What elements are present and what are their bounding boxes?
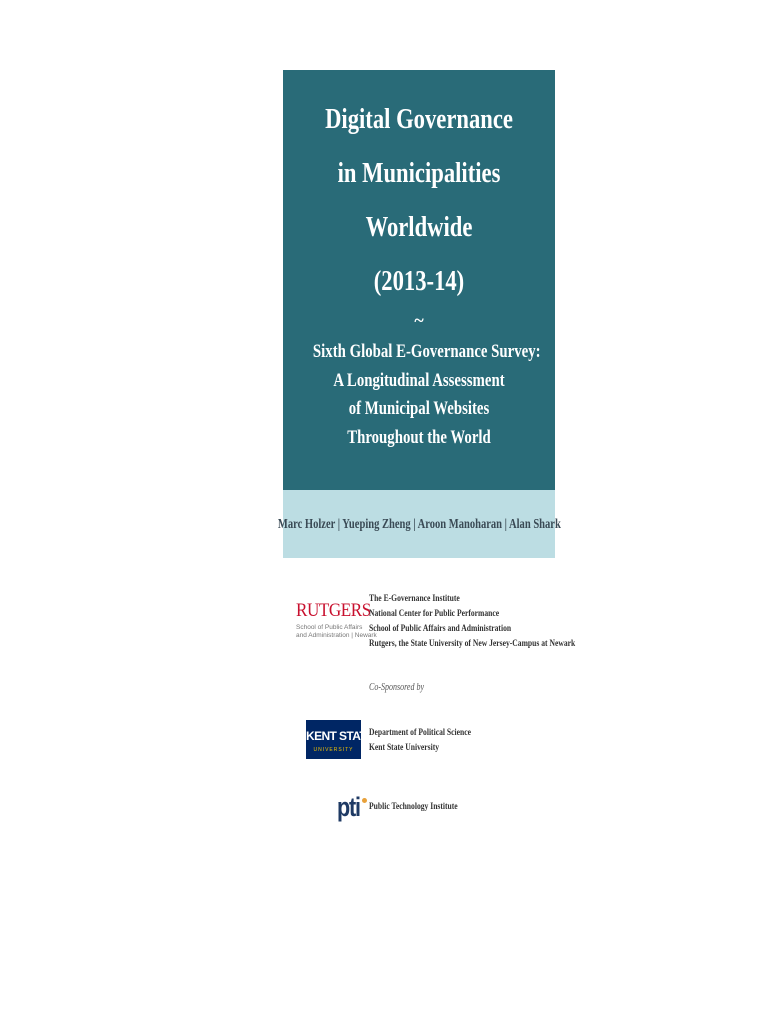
sponsor-line: National Center for Public Performance (369, 609, 500, 619)
kent-state-wordmark: KENT STATE (306, 729, 374, 743)
cosponsored-label: Co-Sponsored by (369, 682, 425, 693)
pti-dot-icon (362, 798, 367, 803)
authors-band (277, 490, 561, 558)
report-subtitle (312, 338, 541, 452)
subtitle-line: Sixth Global E-Governance Survey: (312, 341, 541, 362)
cover-title-panel (283, 70, 555, 490)
sponsor-line: Department of Political Science (369, 728, 471, 738)
title-separator: ~ (414, 310, 424, 330)
rutgers-wordmark: RUTGERS (296, 600, 371, 621)
title-line: (2013-14) (373, 265, 465, 297)
title-line: in Municipalities (337, 157, 501, 189)
pti-sponsor-text (369, 800, 458, 815)
subtitle-line: of Municipal Websites (348, 398, 490, 419)
subtitle-line: A Longitudinal Assessment (333, 369, 505, 391)
report-cover (277, 70, 561, 558)
rutgers-logo (296, 600, 377, 648)
sponsor-line: School of Public Affairs and Administration (369, 624, 512, 634)
kent-state-logo (306, 720, 374, 759)
sponsor-line: Public Technology Institute (369, 802, 458, 812)
kent-state-sponsor-text (369, 726, 471, 756)
rutgers-sponsor-text (369, 592, 575, 652)
sponsor-line: Kent State University (369, 743, 440, 753)
sponsor-line: Rutgers, the State University of New Jersey-Campus at Newark (369, 639, 576, 649)
title-line: Digital Governance (325, 103, 513, 135)
report-title (313, 92, 525, 308)
rutgers-school-label (296, 624, 377, 640)
pti-wordmark: pti (337, 792, 360, 822)
pti-logo (337, 790, 367, 826)
sponsor-line: The E-Governance Institute (369, 594, 460, 604)
rutgers-school-line: and Administration | Newark (296, 632, 377, 639)
kent-state-university-label: UNIVERSITY (313, 747, 354, 753)
authors-list: Marc Holzer | Yueping Zheng | Aroon Manoharan | Alan Shark (277, 516, 561, 531)
subtitle-line: Throughout the World (347, 426, 491, 448)
rutgers-school-line: School of Public Affairs (296, 624, 363, 631)
title-line: Worldwide (365, 211, 473, 243)
